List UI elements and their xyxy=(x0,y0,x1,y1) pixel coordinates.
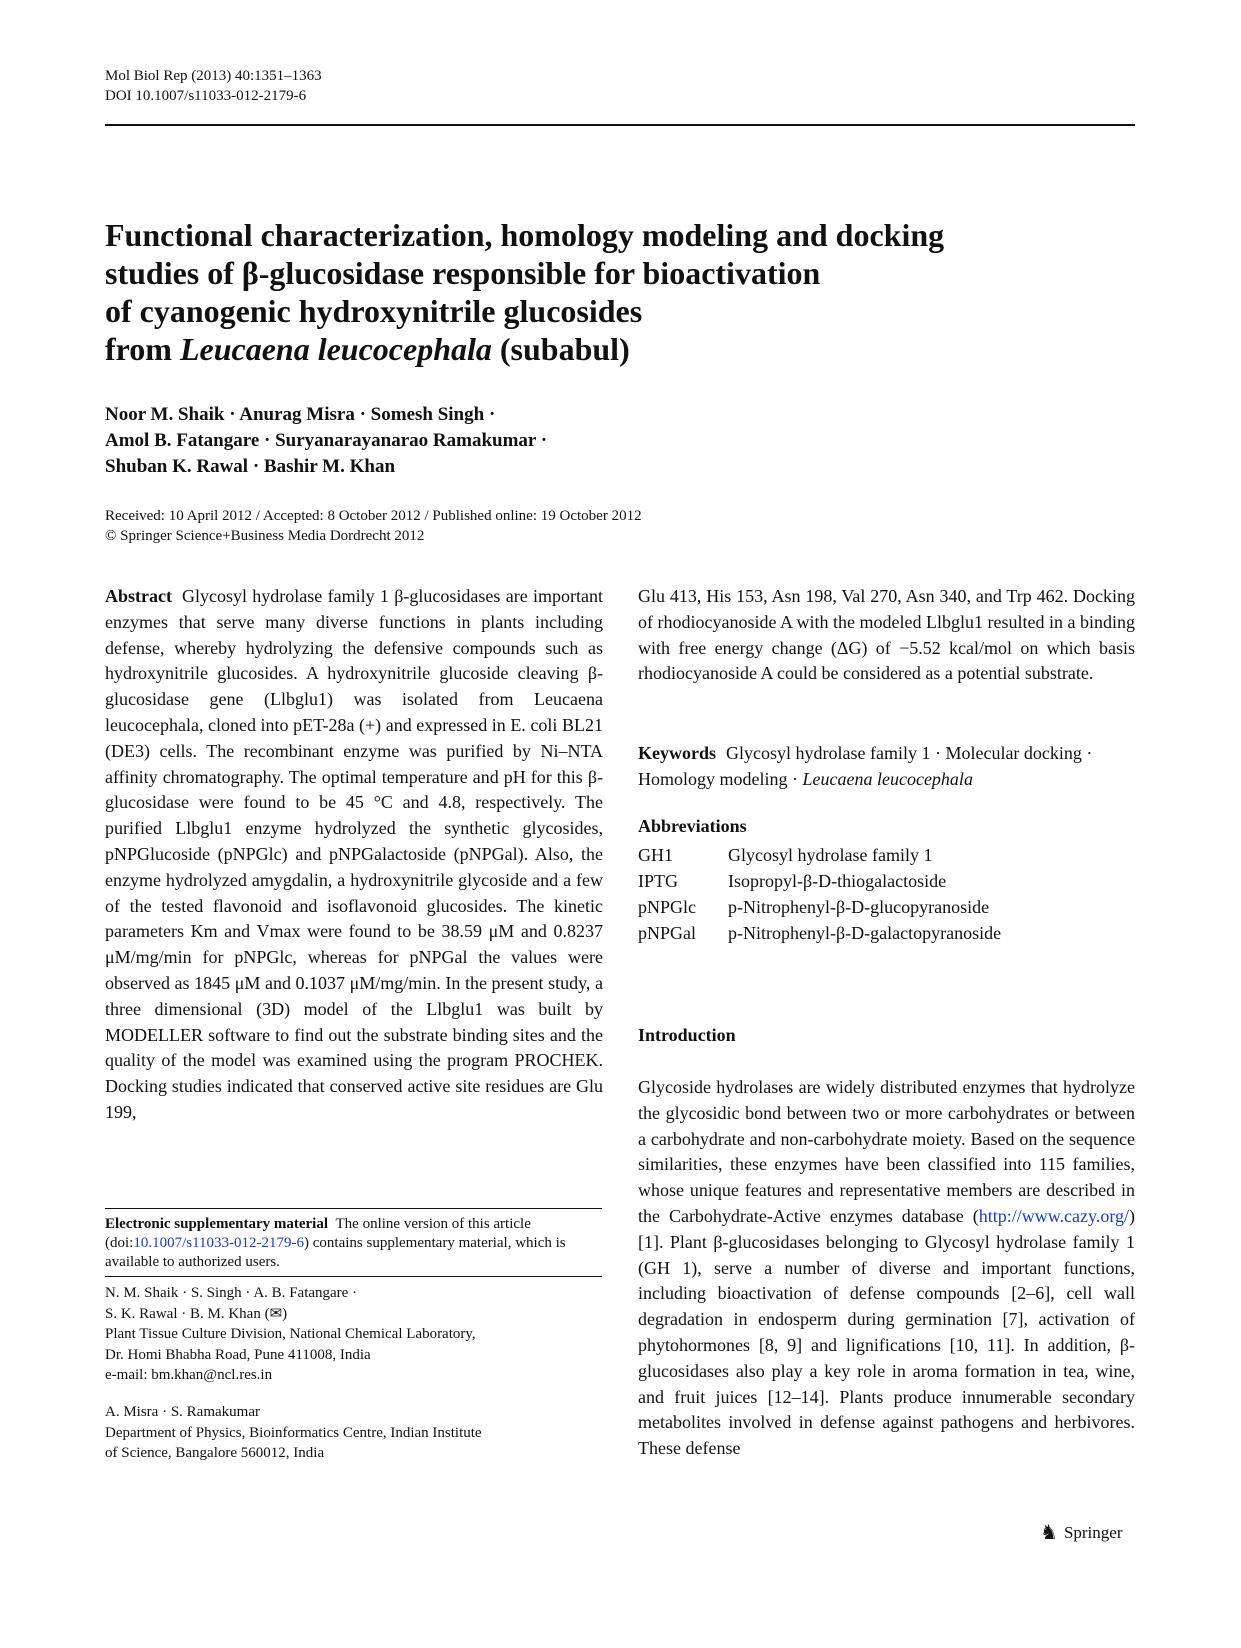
abbreviations-list xyxy=(638,842,1001,946)
doi-link[interactable]: 10.1007/s11033-012-2179-6 xyxy=(133,1235,305,1251)
keywords-label: Keywords xyxy=(638,743,716,763)
esm-label: Electronic supplementary material xyxy=(105,1216,329,1232)
affiliation-ncl: N. M. Shaik · S. Singh · A. B. Fatangare · S. K. Rawal · B. M. Khan (✉) Plant Tissue Culture Division, National Chemical Laboratory, Dr. Homi Bhabha Road, Pune 411008, India e-mail: bm.khan@ncl.res.in xyxy=(105,1283,476,1386)
publisher-footer xyxy=(1040,1520,1122,1545)
introduction-heading: Introduction xyxy=(638,1025,736,1045)
author-list: Noor M. Shaik · Anurag Misra · Somesh Singh · Amol B. Fatangare · Suryanarayanarao Ramakumar · Shuban K. Rawal · Bashir M. Khan xyxy=(105,404,548,477)
copyright: © Springer Science+Business Media Dordrecht 2012 xyxy=(105,528,425,544)
affiliation-iisc: A. Misra · S. Ramakumar Department of Physics, Bioinformatics Centre, Indian Institute of Science, Bangalore 560012, India xyxy=(105,1404,482,1461)
title-line: of cyanogenic hydroxynitrile glucosides xyxy=(105,293,643,329)
header-rule xyxy=(105,124,1135,126)
paper-title xyxy=(105,216,1065,368)
keywords: Keywords Glycosyl hydrolase family 1 · Molecular docking · Homology modeling · Leucaena leucocephala xyxy=(638,743,1093,789)
footnote-rule xyxy=(105,1208,602,1209)
abbreviation-row: pNPGal p-Nitrophenyl-β-D-galactopyranoside xyxy=(638,923,1002,943)
abstract-right xyxy=(638,584,1135,687)
abstract-text: Glycosyl hydrolase family 1 β-glucosidases are important enzymes that serve many diverse functions in plants including defense, whereby hydrolyzing the defensive compounds such as hydroxynitrile glucosides. A hydroxynitrile glucoside cleaving β-glucosidase gene (Llbglu1) was isolated from Leucaena leucocephala, cloned into pET-28a (+) and expressed in E. coli BL21 (DE3) cells. The recombinant enzyme was purified by Ni–NTA affinity chromatography. The optimal temperature and pH for this β-glucosidase were found to be 45 °C and 4.8, respectively. The purified Llbglu1 enzyme hydrolyzed the synthetic glycosides, pNPGlucoside (pNPGlc) and pNPGalactoside (pNPGal). Also, the enzyme hydrolyzed amygdalin, a hydroxynitrile glycoside and a few of the tested flavonoid and isoflavonoid glucosides. The kinetic parameters Km and Vmax were found to be 38.59 μM and 0.8237 μM/mg/min for pNPGlc, whereas for pNPGal the values were observed as 1845 μM and 0.1037 μM/mg/min. In the present study, a three dimensional (3D) model of the Llbglu1 was built by MODELLER software to find out the substrate binding sites and the quality of the model was examined using the program PROCHEK. Docking studies indicated that conserved active site residues are Glu 199, xyxy=(105,586,603,1122)
doi-line: DOI 10.1007/s11033-012-2179-6 xyxy=(105,88,307,104)
species-name: Leucaena leucocephala xyxy=(179,331,492,367)
springer-logo-icon: ♞ xyxy=(1040,1522,1058,1544)
footnote-rule xyxy=(105,1276,602,1277)
introduction-text: Glycoside hydrolases are widely distributed enzymes that hydrolyze the glycosidic bond between two or more carbohydrates or between a carbohydrate and non-carbohydrate moiety. Based on the sequence similarities, these enzymes have been classified into 115 families, whose unique features and representative members are described in the Carbohydrate-Active enzymes database (http://www.cazy.org/) [1]. Plant β-glucosidases belonging to Glycosyl hydrolase family 1 (GH 1), serve a number of diverse and important functions, including bioactivation of defense compounds [2–6], cell wall degradation in endosperm during germination [7], activation of phytohormones [8, 9] and lignifications [10, 11]. In addition, β-glucosidases also play a key role in aroma formation in tea, wine, and fruit juices [12–14]. Plants produce innumerable secondary metabolites involved in defense against pathogens and herbivores. These defense xyxy=(638,1077,1135,1459)
corresponding-email: e-mail: bm.khan@ncl.res.in xyxy=(105,1367,273,1383)
journal-citation: Mol Biol Rep (2013) 40:1351–1363 xyxy=(105,68,322,84)
history-dates: Received: 10 April 2012 / Accepted: 8 October 2012 / Published online: 19 October 2012 xyxy=(105,508,642,524)
supplementary-note: Electronic supplementary material The online version of this article (doi:10.1007/s11033-012-2179-6) contains supplementary material, which is available to authorized users. xyxy=(105,1216,566,1270)
abstract-label: Abstract xyxy=(105,586,172,606)
title-line: studies of β-glucosidase responsible for bioactivation xyxy=(105,255,821,291)
title-line: from Leucaena leucocephala (subabul) xyxy=(105,331,630,367)
publication-dates xyxy=(105,506,642,546)
abstract-left xyxy=(105,584,603,1126)
abbreviation-row: pNPGlc p-Nitrophenyl-β-D-glucopyranoside xyxy=(638,897,990,917)
abbreviation-row: GH1 Glycosyl hydrolase family 1 xyxy=(638,845,933,865)
title-line: Functional characterization, homology modeling and docking xyxy=(105,217,945,253)
running-header xyxy=(105,66,322,106)
abstract-text-cont: Glu 413, His 153, Asn 198, Val 270, Asn 340, and Trp 462. Docking of rhodiocyanoside A with the modeled Llbglu1 resulted in a binding with free energy change (ΔG) of −5.52 kcal/mol on which basis rhodiocyanoside A could be considered as a potential substrate. xyxy=(638,586,1135,684)
publisher-name: Springer xyxy=(1063,1522,1123,1542)
abbreviation-row: IPTG Isopropyl-β-D-thiogalactoside xyxy=(638,871,947,891)
cazy-link[interactable]: http://www.cazy.org/ xyxy=(978,1205,1129,1226)
abbreviations-heading: Abbreviations xyxy=(638,816,747,836)
